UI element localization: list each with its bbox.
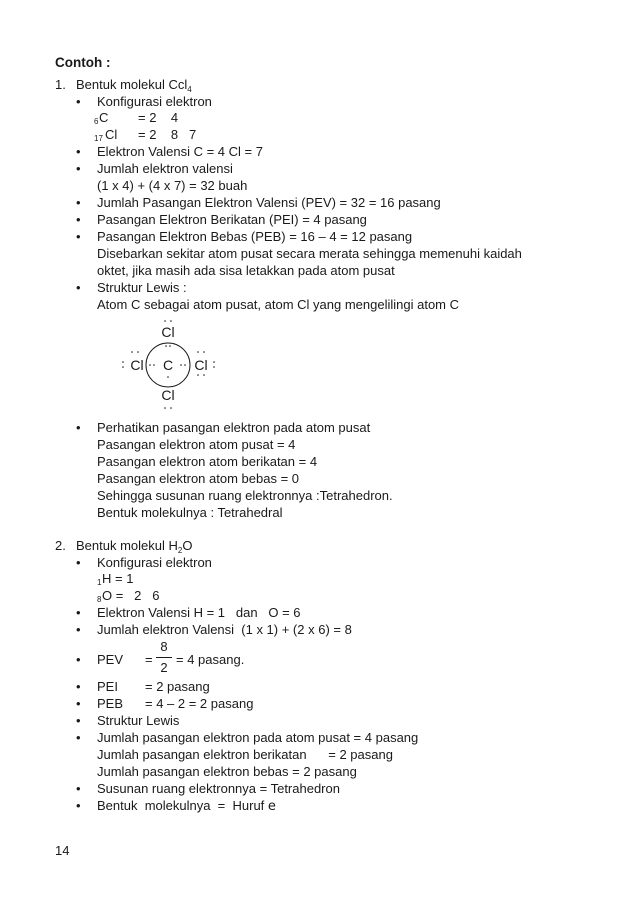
ex1-jumlah-calc: (1 x 4) + (4 x 7) = 32 buah xyxy=(97,178,248,193)
bullet: • xyxy=(76,161,81,176)
bullet: • xyxy=(76,696,81,711)
bullet: • xyxy=(76,798,81,813)
bullet: • xyxy=(76,144,81,159)
ex2-j2: Jumlah pasangan elektron berikatan = 2 pasang xyxy=(97,747,393,762)
bullet: • xyxy=(76,555,81,570)
ex2-title-sub: 2 xyxy=(177,546,183,555)
lewis-center-c: C xyxy=(162,357,174,373)
ex2-o-line: O = 2 6 xyxy=(102,588,160,603)
ex1-p4: Sehingga susunan ruang elektronnya :Tetrahedron. xyxy=(97,488,393,503)
ex2-pev-label: PEV xyxy=(97,652,124,667)
bullet: • xyxy=(76,713,81,728)
lewis-top-cl: Cl xyxy=(161,324,175,340)
ex1-cl-atomic-number: 17 xyxy=(94,134,103,143)
ex1-c-symbol: C xyxy=(99,110,109,125)
fraction-bar xyxy=(156,657,172,658)
ex1-p1: Pasangan elektron atom pusat = 4 xyxy=(97,437,296,452)
ex2-pev-eq: = xyxy=(145,652,153,667)
ex1-pei: Pasangan Elektron Berikatan (PEI) = 4 pasang xyxy=(97,212,367,227)
ex1-title-text: Bentuk molekul Ccl xyxy=(76,77,188,92)
bullet: • xyxy=(76,781,81,796)
ex1-number: 1. xyxy=(55,77,66,92)
ex2-lewis-label: Struktur Lewis xyxy=(97,713,180,728)
ex1-cl-symbol: Cl xyxy=(105,127,118,142)
lewis-left-cl: Cl xyxy=(130,357,144,373)
ex1-perhatikan: Perhatikan pasangan elektron pada atom pusat xyxy=(97,420,371,435)
ex2-j1: Jumlah pasangan elektron pada atom pusat = 4 pasang xyxy=(97,730,419,745)
bullet: • xyxy=(76,652,81,667)
ex2-title-end: O xyxy=(182,538,193,553)
ex2-number: 2. xyxy=(55,538,66,553)
ex2-h-atomic-number: 1 xyxy=(97,578,102,587)
ex2-peb-label: PEB xyxy=(97,696,124,711)
ex2-susunan: Susunan ruang elektronnya = Tetrahedron xyxy=(97,781,340,796)
ex2-konfig: Konfigurasi elektron xyxy=(97,555,212,570)
ex1-peb: Pasangan Elektron Bebas (PEB) = 16 – 4 = 12 pasang xyxy=(97,229,413,244)
ex1-valensi: Elektron Valensi C = 4 Cl = 7 xyxy=(97,144,263,159)
ex2-h-line: H = 1 xyxy=(102,571,134,586)
ex2-bentuk xyxy=(97,798,276,815)
bullet: • xyxy=(76,229,81,244)
fraction-numerator: 8 xyxy=(160,639,168,654)
ex1-jumlah: Jumlah elektron valensi xyxy=(97,161,233,176)
ex2-o-atomic-number: 8 xyxy=(97,595,102,604)
ex2-jumlah: Jumlah elektron Valensi (1 x 1) + (2 x 6) = 8 xyxy=(97,622,352,637)
ex1-pev: Jumlah Pasangan Elektron Valensi (PEV) = 32 = 16 pasang xyxy=(97,195,441,210)
ex1-cl-config: = 2 8 7 xyxy=(138,127,197,142)
bullet: • xyxy=(76,195,81,210)
ex2-bentuk-text: Bentuk molekulnya = Huruf xyxy=(97,798,265,813)
bullet: • xyxy=(76,212,81,227)
ex1-lewis-label: Struktur Lewis : xyxy=(97,280,187,295)
ex2-bentuk-letter: e xyxy=(267,799,276,814)
heading: Contoh : xyxy=(55,55,111,70)
bullet: • xyxy=(76,280,81,295)
ex2-pev-result: = 4 pasang. xyxy=(176,652,245,667)
ex1-peb-note-1: Disebarkan sekitar atom pusat secara merata sehingga memenuhi kaidah xyxy=(97,246,522,261)
ex1-p5: Bentuk molekulnya : Tetrahedral xyxy=(97,505,283,520)
fraction-denominator: 2 xyxy=(160,660,168,675)
ex1-c-atomic-number: 6 xyxy=(94,117,99,126)
ex2-valensi: Elektron Valensi H = 1 dan O = 6 xyxy=(97,605,301,620)
lewis-right-cl: Cl xyxy=(194,357,208,373)
ex1-p3: Pasangan elektron atom bebas = 0 xyxy=(97,471,300,486)
bullet: • xyxy=(76,94,81,109)
lewis-bottom-cl: Cl xyxy=(161,387,175,403)
bullet: • xyxy=(76,605,81,620)
bullet: • xyxy=(76,679,81,694)
ex1-c-config: = 2 4 xyxy=(138,110,179,125)
bullet: • xyxy=(76,730,81,745)
ex2-j3: Jumlah pasangan elektron bebas = 2 pasang xyxy=(97,764,357,779)
ex2-title-text: Bentuk molekul H xyxy=(76,538,178,553)
ex1-title-sub: 4 xyxy=(187,85,192,94)
ex1-p2: Pasangan elektron atom berikatan = 4 xyxy=(97,454,318,469)
ex1-lewis-note: Atom C sebagai atom pusat, atom Cl yang mengelilingi atom C xyxy=(97,297,460,312)
lewis-structure-ccl4 xyxy=(110,315,230,415)
ex2-pev-fraction xyxy=(156,639,172,676)
bullet: • xyxy=(76,622,81,637)
ex2-pei-label: PEI xyxy=(97,679,118,694)
page-number: 14 xyxy=(55,843,70,858)
ex1-konfig: Konfigurasi elektron xyxy=(97,94,212,109)
ex1-peb-note-2: oktet, jika masih ada sisa letakkan pada atom pusat xyxy=(97,263,395,278)
bullet: • xyxy=(76,420,81,435)
ex2-peb-value: = 4 – 2 = 2 pasang xyxy=(145,696,254,711)
ex2-pei-value: = 2 pasang xyxy=(145,679,210,694)
